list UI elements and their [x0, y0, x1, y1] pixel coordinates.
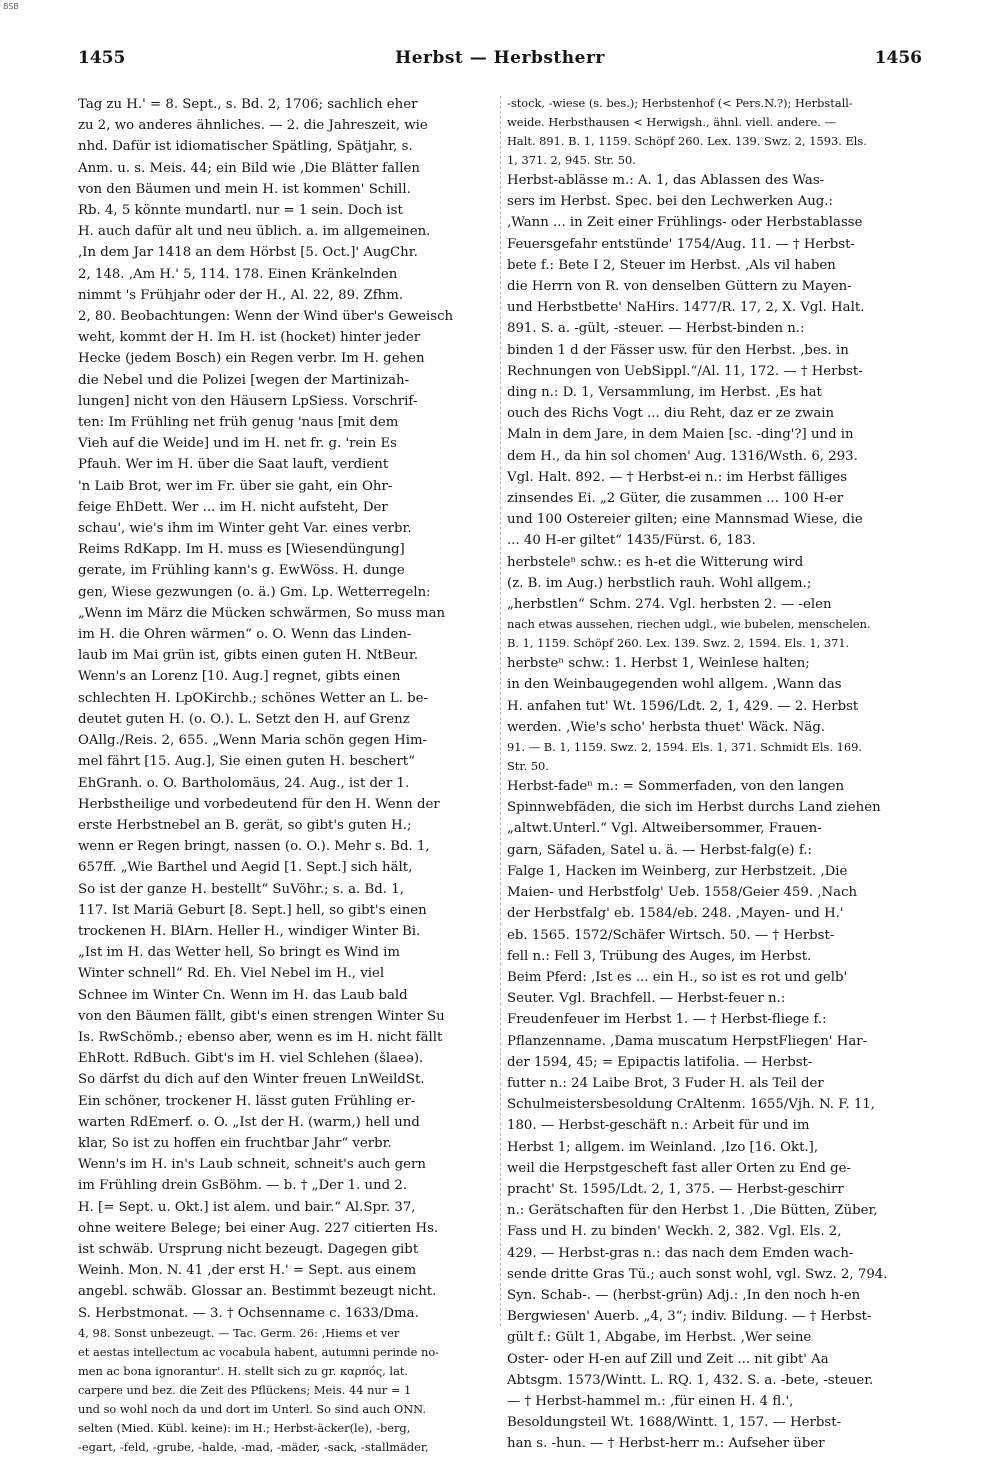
- text-line: han s. -hun. — † Herbst-herr m.: Aufseher über: [507, 1436, 825, 1452]
- text-line: der 1594, 45; = Epipactis latifolia. — Herbst-: [507, 1054, 813, 1070]
- text-line: von den Bäumen fällt, gibt's einen strengen Winter Su: [78, 1008, 445, 1024]
- text-line: Herbst-fadeⁿ m.: = Sommerfaden, von den langen: [507, 779, 845, 795]
- text-line: Herbst 1; allgem. im Weinland. ‚Izo [16. Okt.],: [507, 1139, 819, 1155]
- text-line: ‚In dem Jar 1418 an dem Hörbst [5. Oct.]' AugChr.: [78, 245, 418, 261]
- text-line: ohne weitere Belege; bei einer Aug. 227 citierten Hs.: [78, 1220, 439, 1236]
- text-line: 117. Ist Mariä Geburt [8. Sept.] hell, so gibt's einen: [78, 902, 427, 918]
- text-line: Schnee im Winter Cn. Wenn im H. das Laub bald: [78, 987, 408, 1003]
- text-line: die Nebel und die Polizei [wegen der Martinizah-: [78, 372, 410, 388]
- text-line: Feuersgefahr entstünde' 1754/Aug. 11. — † Herbst-: [507, 236, 855, 252]
- text-line: gerate, im Frühling kann's g. EwWöss. H. dunge: [78, 563, 405, 579]
- text-line: erste Herbstnebel an B. gerät, so gibt's guten H.;: [78, 817, 412, 833]
- text-line: nhd. Dafür ist idiomatischer Spätling, Spätjahr, s.: [78, 139, 413, 155]
- text-line: Anm. u. s. Meis. 44; ein Bild wie ‚Die Blätter fallen: [78, 160, 420, 176]
- text-line: und so wohl noch da und dort im Unterl. So sind auch ONN.: [78, 1401, 427, 1416]
- text-line: Rechnungen von UebSippl.“/Al. 11, 172. — † Herbst-: [507, 363, 863, 379]
- column-divider: [500, 96, 501, 1326]
- text-line: Reims RdKapp. Im H. muss es [Wiesendüngung]: [78, 542, 405, 558]
- text-line: binden 1 d der Fässer usw. für den Herbst. ‚bes. in: [507, 342, 849, 358]
- text-line: 657ff. „Wie Barthel und Aegid [1. Sept.] sich hält,: [78, 860, 413, 876]
- text-line: der Herbstfalg' eb. 1584/eb. 248. ‚Mayen- und H.': [507, 906, 844, 922]
- text-line: 1, 371. 2, 945. Str. 50.: [507, 153, 636, 167]
- text-line: Is. RwSchömb.; ebenso aber, wenn es im H. nicht fällt: [78, 1029, 443, 1045]
- text-line: EhRott. RdBuch. Gibt's im H. viel Schlehen (šlaeə).: [78, 1051, 424, 1067]
- text-line: lungen] nicht von den Häusern LpSiess. Vorschrif-: [78, 393, 418, 409]
- text-line: gen, Wiese gezwungen (o. ä.) Gm. Lp. Wetterregeln:: [78, 584, 431, 600]
- left-column: [78, 94, 497, 1454]
- text-line: -egart, -feld, -grube, -halde, -mad, -mäder, -sack, -stallmäder,: [78, 1439, 429, 1454]
- text-line: 4, 98. Sonst unbezeugt. — Tac. Germ. 26: ‚Hiems et ver: [78, 1325, 400, 1340]
- text-line: H. anfahen tut' Wt. 1596/Ldt. 2, 1, 429. — 2. Herbst: [507, 698, 859, 714]
- text-line: Vgl. Halt. 892. — † Herbst-ei n.: im Herbst fälliges: [507, 469, 848, 485]
- text-line: zinsendes Ei. „2 Güter, die zusammen ... 100 H-er: [507, 491, 844, 507]
- text-line: in den Weinbaugegenden wohl allgem. ‚Wann das: [507, 677, 842, 693]
- text-line: zu 2, wo anderes ähnliches. — 2. die Jahreszeit, wie: [78, 118, 428, 134]
- text-line: 429. — Herbst-gras n.: das nach dem Emden wach-: [507, 1245, 854, 1261]
- text-line: ‚Wann ... in Zeit einer Frühlings- oder Herbstablasse: [507, 215, 863, 231]
- page-header: [78, 48, 922, 72]
- text-line: Herbstheilige und vorbedeutend für den H. Wenn der: [78, 796, 440, 812]
- text-line: herbsteleⁿ schw.: es h-et die Witterung wird: [507, 554, 804, 570]
- text-line: pracht' St. 1595/Ldt. 2, 1, 375. — Herbst-geschirr: [507, 1181, 844, 1197]
- text-line: von den Bäumen und mein H. ist kommen' Schill.: [78, 181, 411, 197]
- text-line: weil die Herpstgescheft fast aller Orten zu End ge-: [507, 1160, 851, 1176]
- text-line: Str. 50.: [507, 759, 549, 774]
- text-line: Wenn's an Lorenz [10. Aug.] regnet, gibts einen: [78, 669, 401, 685]
- text-line: warten RdEmerf. o. O. „Ist der H. (warm,) hell und: [78, 1114, 420, 1130]
- text-line: im Frühling drein GsBöhm. — b. † „Der 1. und 2.: [78, 1178, 408, 1194]
- text-line: Maien- und Herbstfolg' Ueb. 1558/Geier 459. ‚Nach: [507, 885, 858, 901]
- text-line: ist schwäb. Ursprung nicht bezeugt. Dagegen gibt: [78, 1241, 419, 1257]
- text-line: weht, kommt der H. Im H. ist (hocket) hinter jeder: [78, 330, 421, 346]
- library-stamp: BSB: [3, 2, 19, 11]
- text-line: Syn. Schab-. — (herbst-grün) Adj.: ‚In den noch h-en: [507, 1287, 861, 1303]
- text-line: Winter schnell“ Rd. Eh. Viel Nebel im H., viel: [78, 966, 385, 982]
- text-line: EhGranh. o. O. Bartholomäus, 24. Aug., ist der 1.: [78, 775, 410, 791]
- text-line: Halt. 891. B. 1, 1159. Schöpf 260. Lex. 139. Swz. 2, 1593. Els.: [507, 134, 867, 148]
- text-line: Beim Pferd: ‚Ist es ... ein H., so ist es rot und gelb': [507, 969, 848, 985]
- text-line: men ac bona ignorantur'. H. stellt sich zu gr. καρπός, lat.: [78, 1363, 409, 1378]
- text-line: 91. — B. 1, 1159. Swz. 2, 1594. Els. 1, 371. Schmidt Els. 169.: [507, 740, 862, 755]
- text-line: wenn er Regen bringt, nassen (o. O.). Mehr s. Bd. 1,: [78, 839, 430, 855]
- text-line: Falge 1, Hacken im Weinberg, zur Herbstzeit. ‚Die: [507, 863, 848, 879]
- text-line: „Wenn im März die Mücken schwärmen, So muss man: [78, 605, 446, 621]
- text-line: (z. B. im Aug.) herbstlich rauh. Wohl allgem.;: [507, 575, 812, 591]
- text-line: S. Herbstmonat. — 3. † Ochsenname c. 1633/Dma.: [78, 1305, 419, 1321]
- text-line: et aestas intellectum ac vocabula habent, autumni perinde no-: [78, 1344, 440, 1359]
- text-line: Freudenfeuer im Herbst 1. — † Herbst-fliege f.:: [507, 1012, 827, 1028]
- running-title: Herbst — Herbstherr: [395, 48, 605, 68]
- text-line: -stock, -wiese (s. bes.); Herbstenhof (< Pers.N.?); Herbstall-: [507, 96, 853, 110]
- text-line: nimmt 's Frühjahr oder der H., Al. 22, 89. Zfhm.: [78, 287, 404, 303]
- text-line: eb. 1565. 1572/Schäfer Wirtsch. 50. — † Herbst-: [507, 927, 835, 943]
- text-line: Abtsgm. 1573/Wintt. L. RQ. 1, 432. S. a. -bete, -steuer.: [507, 1372, 874, 1388]
- text-line: selten (Mied. Kübl. keine): im H.; Herbst-äcker(le), -berg,: [78, 1420, 411, 1435]
- text-line: Pfauh. Wer im H. über die Saat lauft, verdient: [78, 457, 389, 473]
- text-line: futter n.: 24 Laibe Brot, 3 Fuder H. als Teil der: [507, 1075, 824, 1091]
- text-line: „altwt.Unterl.“ Vgl. Altweibersommer, Frauen-: [507, 821, 822, 837]
- text-line: 2, 148. ‚Am H.' 5, 114. 178. Einen Kränkelnden: [78, 266, 398, 282]
- text-line: So ist der ganze H. bestellt“ SuVöhr.; s. a. Bd. 1,: [78, 881, 404, 897]
- text-line: Spinnwebfäden, die sich im Herbst durchs Land ziehen: [507, 800, 881, 816]
- text-line: ... 40 H-er giltet“ 1435/Fürst. 6, 183.: [507, 533, 756, 549]
- text-line: Schulmeistersbesoldung CrAltenm. 1655/Vjh. N. F. 11,: [507, 1097, 876, 1113]
- text-line: 'n Laib Brot, wer im Fr. über sie gaht, ein Ohr-: [78, 478, 393, 494]
- text-line: sende dritte Gras Tü.; auch sonst wohl, vgl. Swz. 2, 794.: [507, 1266, 888, 1282]
- text-line: trockenen H. BlArn. Heller H., windiger Winter Bi.: [78, 923, 421, 939]
- text-line: Maln in dem Jare, in dem Maien [sc. -ding'?] und in: [507, 427, 854, 443]
- text-line: „Ist im H. das Wetter hell, So bringt es Wind im: [78, 945, 401, 961]
- text-line: „herbstlen“ Schm. 274. Vgl. herbsten 2. — -elen: [507, 597, 832, 613]
- page-number-right: 1456: [874, 48, 922, 68]
- text-line: Besoldungsteil Wt. 1688/Wintt. 1, 157. — Herbst-: [507, 1415, 842, 1431]
- text-line: Pflanzenname. ‚Dama muscatum HerpstFliegen' Har-: [507, 1033, 868, 1049]
- text-line: B. 1, 1159. Schöpf 260. Lex. 139. Swz. 2, 1594. Els. 1, 371.: [507, 636, 850, 651]
- text-line: garn, Säfaden, Satel u. ä. — Herbst-falg(e) f.:: [507, 842, 812, 858]
- text-line: und 100 Ostereier gilten; eine Mannsmad Wiese, die: [507, 512, 863, 528]
- text-line: klar, So ist zu hoffen ein fruchtbar Jahr“ verbr.: [78, 1135, 392, 1151]
- text-line: angebl. schwäb. Glossar an. Bestimmt bezeugt nicht.: [78, 1284, 437, 1300]
- text-line: fell n.: Fell 3, Trübung des Auges, im Herbst.: [507, 948, 812, 964]
- text-line: ding n.: D. 1, Versammlung, im Herbst. ‚Es hat: [507, 385, 822, 401]
- text-line: schau', wie's ihm im Winter geht Var. eines verbr.: [78, 521, 412, 537]
- text-line: carpere und bez. die Zeit des Pflückens; Meis. 44 nur = 1: [78, 1382, 412, 1397]
- text-line: So därfst du dich auf den Winter freuen LnWeildSt.: [78, 1072, 425, 1088]
- text-line: im H. die Ohren wärmen“ o. O. Wenn das Linden-: [78, 627, 412, 643]
- text-line: 891. S. a. -gült, -steuer. — Herbst-binden n.:: [507, 321, 805, 337]
- text-line: deutet guten H. (o. O.). L. Setzt den H. auf Grenz: [78, 711, 410, 727]
- text-line: ouch des Richs Vogt ... diu Reht, daz er ze zwain: [507, 406, 835, 422]
- right-column: [507, 94, 922, 1452]
- text-line: feige EhDett. Wer ... im H. nicht aufsteht, Der: [78, 499, 388, 515]
- text-line: dem H., da hin sol chomen' Aug. 1316/Wsth. 6, 293.: [507, 448, 858, 464]
- text-line: Bergwiesen' Auerb. „4, 3“; indiv. Bildung. — † Herbst-: [507, 1309, 872, 1325]
- text-line: Weinh. Mon. N. 41 ‚der erst H.' = Sept. aus einem: [78, 1263, 417, 1279]
- text-line: Rb. 4, 5 könnte mundartl. nur = 1 sein. Doch ist: [78, 203, 403, 219]
- text-line: H. [= Sept. u. Okt.] ist alem. und bair.“ Al.Spr. 37,: [78, 1199, 416, 1215]
- text-line: mel fährt [15. Aug.], Sie einen guten H. beschert“: [78, 754, 415, 770]
- text-line: sers im Herbst. Spec. bei den Lechwerken Aug.:: [507, 194, 833, 210]
- text-line: H. auch dafür alt und neu üblich. a. im allgemeinen.: [78, 224, 431, 240]
- text-line: Wenn's im H. in's Laub schneit, schneit's auch gern: [78, 1157, 426, 1173]
- text-line: OAllg./Reis. 2, 655. „Wenn Maria schön gegen Him-: [78, 733, 428, 749]
- text-line: laub im Mai grün ist, gibts einen guten H. NtBeur.: [78, 648, 419, 664]
- text-line: — † Herbst-hammel m.: ‚für einen H. 4 fl.',: [507, 1393, 794, 1409]
- text-line: schlechten H. LpOKirchb.; schönes Wetter an L. be-: [78, 690, 429, 706]
- text-line: Herbst-ablässe m.: A. 1, das Ablassen des Was-: [507, 173, 825, 188]
- text-line: die Herrn von R. von denselben Güttern zu Mayen-: [507, 279, 852, 295]
- text-line: und Herbstbette' NaHirs. 1477/R. 17, 2, X. Vgl. Halt.: [507, 300, 865, 316]
- text-line: nach etwas aussehen, riechen udgl., wie bubelen, menschelen.: [507, 617, 871, 632]
- text-line: werden. ‚Wie's scho' herbsta thuet' Wäck. Näg.: [507, 719, 826, 735]
- text-line: weide. Herbsthausen < Herwigsh., ähnl. viell. andere. —: [507, 115, 836, 129]
- text-line: Fass und H. zu binden' Weckh. 2, 382. Vgl. Els. 2,: [507, 1224, 842, 1240]
- text-line: Oster- oder H-en auf Zill und Zeit ... nit gibt' Aa: [507, 1351, 829, 1367]
- text-line: Vieh auf die Weide] und im H. net fr. g. 'rein Es: [78, 436, 397, 452]
- text-line: ten: Im Frühling net früh genug 'naus [mit dem: [78, 415, 399, 431]
- text-line: bete f.: Bete I 2, Steuer im Herbst. ‚Als vil haben: [507, 257, 836, 273]
- text-line: 2, 80. Beobachtungen: Wenn der Wind über's Geweisch: [78, 309, 454, 325]
- text-line: Hecke (jedem Bosch) ein Regen verbr. Im H. gehen: [78, 351, 425, 367]
- text-line: Ein schöner, trockener H. lässt guten Frühling er-: [78, 1093, 416, 1109]
- text-line: herbsteⁿ schw.: 1. Herbst 1, Weinlese halten;: [507, 656, 810, 672]
- page-number-left: 1455: [78, 48, 126, 68]
- text-line: Tag zu H.' = 8. Sept., s. Bd. 2, 1706; sachlich eher: [78, 97, 418, 112]
- text-line: 180. — Herbst-geschäft n.: Arbeit für und im: [507, 1118, 810, 1134]
- text-line: n.: Gerätschaften für den Herbst 1. ‚Die Bütten, Züber,: [507, 1203, 878, 1219]
- text-line: gült f.: Gült 1, Abgabe, im Herbst. ‚Wer seine: [507, 1330, 812, 1346]
- text-line: Seuter. Vgl. Brachfell. — Herbst-feuer n.:: [507, 991, 786, 1007]
